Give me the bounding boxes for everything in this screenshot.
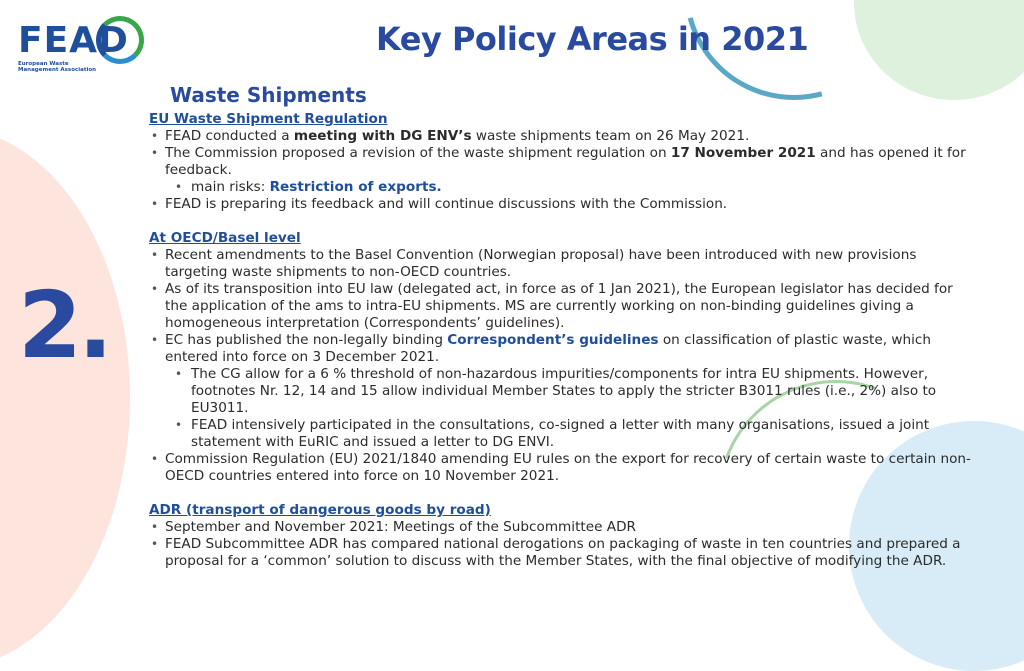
list-item: • September and November 2021: Meetings of the Subcommittee ADR — [149, 519, 979, 536]
list-item: • FEAD conducted a meeting with DG ENV’s waste shipments team on 26 May 2021. — [149, 128, 979, 145]
decorative-circle-left — [0, 128, 130, 668]
fead-logo — [18, 14, 138, 78]
list-item: • FEAD Subcommittee ADR has compared national derogations on packaging of waste in ten countries and prepared a proposal for a ‘common’ solution to discuss with the Member States, with the final objective of modifying the ADR. — [149, 536, 979, 570]
list-item: • The Commission proposed a revision of the waste shipment regulation on 17 November 2021 and has opened it for feedback. — [149, 145, 979, 179]
list-item: • As of its transposition into EU law (delegated act, in force as of 1 Jan 2021), the European legislator has decided for the application of the ams to intra-EU shipments. MS are currently working on non-binding guidelines giving a homogeneous interpretation (Correspondents’ guidelines). — [149, 281, 979, 332]
list-item: • The CG allow for a 6 % threshold of non-hazardous impurities/components for intra EU shipments. However, footnotes Nr. 12, 14 and 15 allow individual Member States to apply the stricter B3011 rules (i.e., 2%) also to EU3011. — [149, 366, 979, 417]
section-heading: Waste Shipments — [170, 83, 367, 107]
slide-content — [149, 111, 979, 570]
oecd-subheading: At OECD/Basel level — [149, 230, 301, 246]
list-item: • Recent amendments to the Basel Convention (Norwegian proposal) have been introduced with new provisions targeting waste shipments to non-OECD countries. — [149, 247, 979, 281]
oecd-bullet-list — [149, 247, 979, 485]
list-item: • EC has published the non-legally binding Correspondent’s guidelines on classification of plastic waste, which entered into force on 3 December 2021. — [149, 332, 979, 366]
list-item: • FEAD intensively participated in the consultations, co-signed a letter with many organisations, issued a joint statement with EuRIC and issued a letter to DG ENVI. — [149, 417, 979, 451]
list-item: • FEAD is preparing its feedback and will continue discussions with the Commission. — [149, 196, 979, 213]
adr-bullet-list — [149, 519, 979, 570]
list-item: • Commission Regulation (EU) 2021/1840 amending EU rules on the export for recovery of certain waste to certain non-OECD countries entered into force on 10 November 2021. — [149, 451, 979, 485]
logo-word: FEAD — [18, 20, 129, 61]
list-item: • main risks: Restriction of exports. — [149, 179, 979, 196]
page-title: Key Policy Areas in 2021 — [376, 20, 809, 58]
adr-subheading: ADR (transport of dangerous goods by road) — [149, 502, 491, 518]
logo-tagline: European Waste Management Association — [18, 61, 97, 73]
section-number: 2. — [18, 272, 109, 379]
eu-subheading: EU Waste Shipment Regulation — [149, 111, 388, 127]
eu-bullet-list — [149, 128, 979, 213]
